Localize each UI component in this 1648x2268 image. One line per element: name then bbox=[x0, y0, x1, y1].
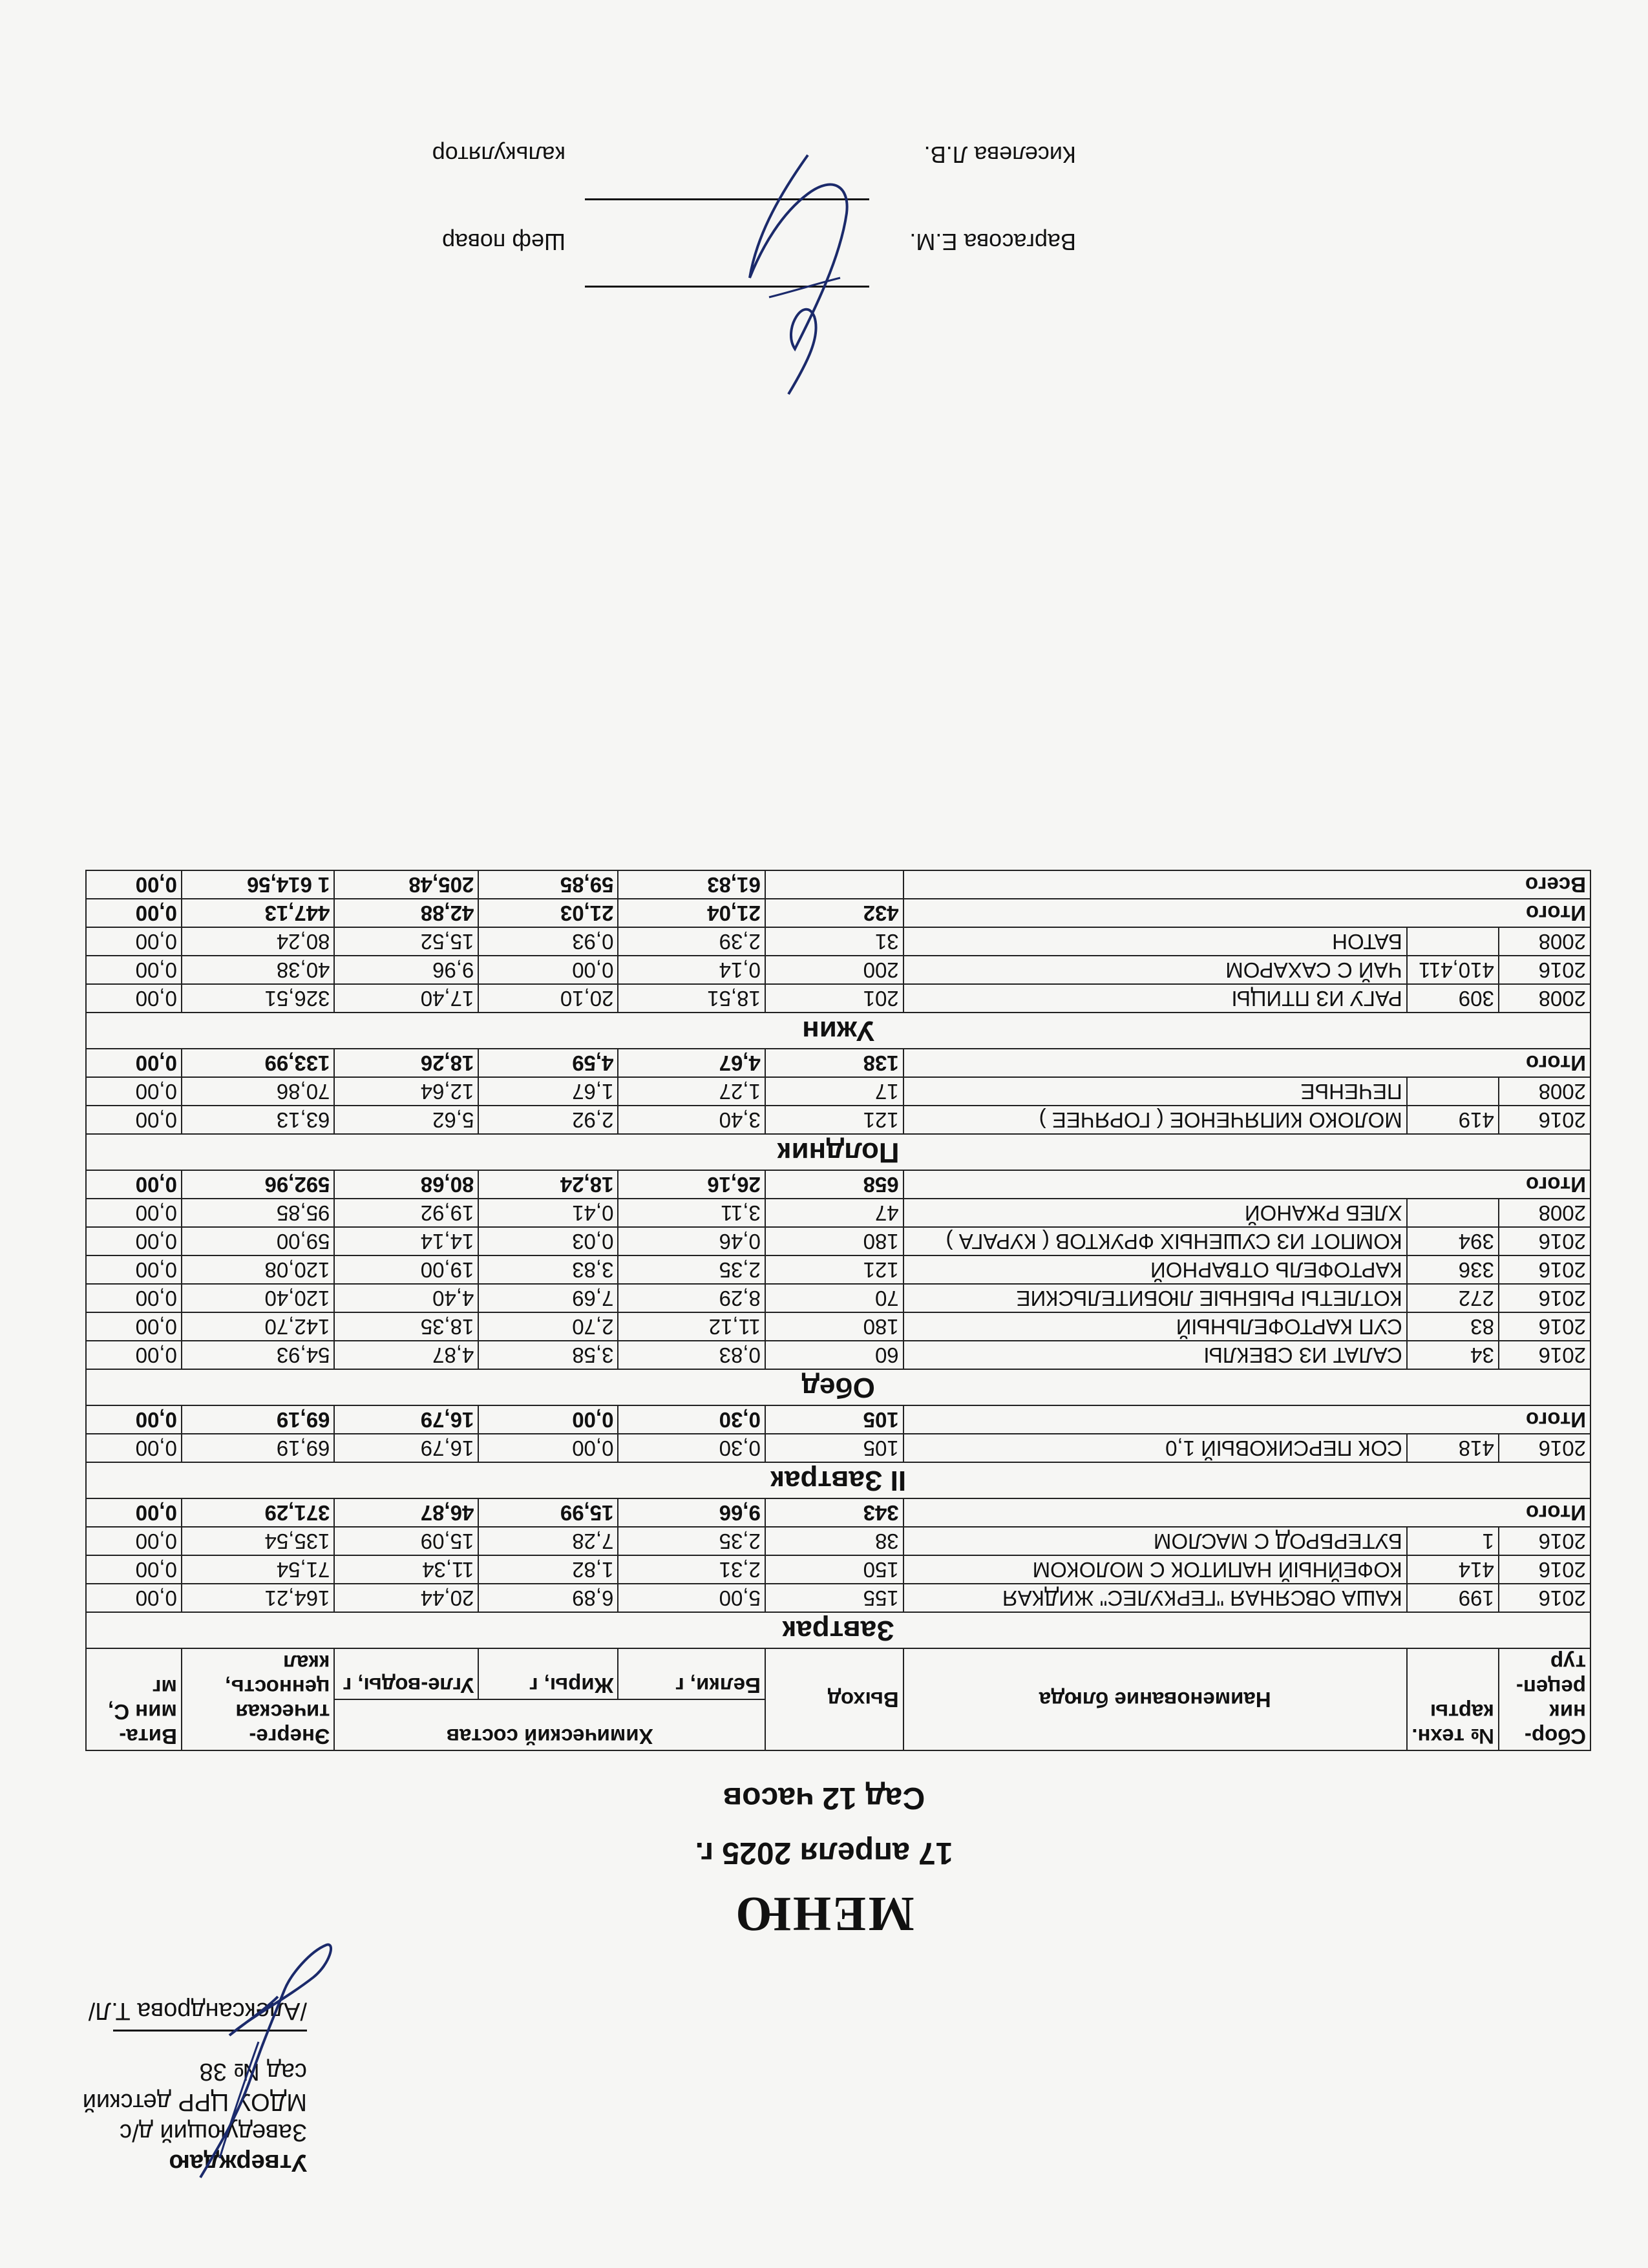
header-chemical-composition: Химический состав bbox=[334, 1699, 765, 1750]
total-energy: 592,96 bbox=[182, 1170, 335, 1199]
total-label: Итого bbox=[903, 1405, 1590, 1434]
total-vitamin: 0,00 bbox=[86, 899, 182, 927]
cell-proteins: 2,35 bbox=[618, 1255, 765, 1284]
cell-vitamin: 0,00 bbox=[86, 1312, 182, 1341]
section-total-row bbox=[86, 899, 1590, 927]
dish-row bbox=[86, 1227, 1590, 1255]
cell-vitamin: 0,00 bbox=[86, 956, 182, 984]
menu-subtitle: Сад 12 часов bbox=[723, 1781, 925, 1815]
cell-dish: ЧАЙ С САХАРОМ bbox=[903, 956, 1407, 984]
cell-collection: 2016 bbox=[1499, 1106, 1590, 1134]
cell-yield: 180 bbox=[765, 1312, 903, 1341]
header-vitamin-c: Вита-мин С, мг bbox=[86, 1648, 182, 1750]
cell-energy: 59,00 bbox=[182, 1227, 335, 1255]
total-fats: 4,59 bbox=[478, 1049, 618, 1077]
dish-row bbox=[86, 1199, 1590, 1227]
cell-dish: КОФЕЙНЫЙ НАПИТОК С МОЛОКОМ bbox=[903, 1555, 1407, 1584]
menu-body bbox=[86, 870, 1590, 1648]
cell-energy: 80,24 bbox=[182, 927, 335, 956]
cell-proteins: 11,12 bbox=[618, 1312, 765, 1341]
grand-total-vitamin: 0,00 bbox=[86, 870, 182, 899]
cell-carbs: 18,35 bbox=[334, 1312, 478, 1341]
cell-fats: 6,89 bbox=[478, 1584, 618, 1612]
total-energy: 371,29 bbox=[182, 1498, 335, 1527]
cell-energy: 142,70 bbox=[182, 1312, 335, 1341]
cell-collection: 2016 bbox=[1499, 1227, 1590, 1255]
dish-row bbox=[86, 1284, 1590, 1312]
grand-total-carbs: 205,48 bbox=[334, 870, 478, 899]
cell-collection: 2016 bbox=[1499, 1255, 1590, 1284]
dish-row bbox=[86, 956, 1590, 984]
cell-carbs: 4,87 bbox=[334, 1341, 478, 1369]
cell-vitamin: 0,00 bbox=[86, 1555, 182, 1584]
cell-yield: 155 bbox=[765, 1584, 903, 1612]
total-yield: 105 bbox=[765, 1405, 903, 1434]
signature-role: Шеф повар bbox=[442, 229, 565, 255]
cell-dish: МОЛОКО КИПЯЧЕНОЕ ( ГОРЯЧЕЕ ) bbox=[903, 1106, 1407, 1134]
total-energy: 69,19 bbox=[182, 1405, 335, 1434]
dish-row bbox=[86, 1434, 1590, 1462]
cell-energy: 326,51 bbox=[182, 984, 335, 1013]
cell-fats: 0,00 bbox=[478, 1434, 618, 1462]
grand-total-row bbox=[86, 870, 1590, 899]
cell-energy: 54,93 bbox=[182, 1341, 335, 1369]
grand-total-label: Всего bbox=[903, 870, 1590, 899]
cell-card: 199 bbox=[1407, 1584, 1499, 1612]
cell-yield: 105 bbox=[765, 1434, 903, 1462]
cell-proteins: 0,30 bbox=[618, 1434, 765, 1462]
cell-fats: 0,41 bbox=[478, 1199, 618, 1227]
approval-organization: МДОУ ЦРР детский сад № 38 bbox=[82, 2058, 307, 2116]
cell-fats: 2,92 bbox=[478, 1106, 618, 1134]
menu-table bbox=[85, 870, 1591, 1751]
cell-card: 272 bbox=[1407, 1284, 1499, 1312]
cell-card bbox=[1407, 927, 1499, 956]
approval-name: /Александрова Т.Л/ bbox=[88, 1997, 307, 2024]
cell-yield: 31 bbox=[765, 927, 903, 956]
header-carbs: Угле-воды, г bbox=[334, 1648, 478, 1699]
approval-position: Заведующий д/с bbox=[120, 2119, 307, 2146]
cell-yield: 38 bbox=[765, 1527, 903, 1555]
cell-carbs: 5,62 bbox=[334, 1106, 478, 1134]
dish-row bbox=[86, 1077, 1590, 1106]
cell-proteins: 3,40 bbox=[618, 1106, 765, 1134]
total-yield: 658 bbox=[765, 1170, 903, 1199]
cell-collection: 2008 bbox=[1499, 927, 1590, 956]
dish-row bbox=[86, 1527, 1590, 1555]
cell-proteins: 1,27 bbox=[618, 1077, 765, 1106]
cell-card: 410,411 bbox=[1407, 956, 1499, 984]
section-title: Ужин bbox=[86, 1013, 1590, 1049]
total-proteins: 9,66 bbox=[618, 1498, 765, 1527]
dish-row bbox=[86, 1255, 1590, 1284]
cell-collection: 2016 bbox=[1499, 1555, 1590, 1584]
cell-vitamin: 0,00 bbox=[86, 1527, 182, 1555]
cell-fats: 7,69 bbox=[478, 1284, 618, 1312]
cell-collection: 2016 bbox=[1499, 1312, 1590, 1341]
cell-dish: КАРТОФЕЛЬ ОТВАРНОЙ bbox=[903, 1255, 1407, 1284]
cell-collection: 2008 bbox=[1499, 1077, 1590, 1106]
section-title: Полдник bbox=[86, 1134, 1590, 1170]
menu-date: 17 апреля 2025 г. bbox=[695, 1836, 953, 1870]
total-fats: 15,99 bbox=[478, 1498, 618, 1527]
cell-energy: 40,38 bbox=[182, 956, 335, 984]
cell-fats: 20,10 bbox=[478, 984, 618, 1013]
header-row bbox=[86, 1699, 1590, 1750]
grand-total-yield bbox=[765, 870, 903, 899]
total-vitamin: 0,00 bbox=[86, 1049, 182, 1077]
cell-yield: 200 bbox=[765, 956, 903, 984]
cell-collection: 2008 bbox=[1499, 984, 1590, 1013]
total-carbs: 16,79 bbox=[334, 1405, 478, 1434]
total-fats: 21,03 bbox=[478, 899, 618, 927]
total-proteins: 0,30 bbox=[618, 1405, 765, 1434]
total-fats: 0,00 bbox=[478, 1405, 618, 1434]
total-label: Итого bbox=[903, 1049, 1590, 1077]
total-label: Итого bbox=[903, 899, 1590, 927]
cell-carbs: 9,96 bbox=[334, 956, 478, 984]
cell-carbs: 12,64 bbox=[334, 1077, 478, 1106]
signature-name: Варгасова Е.М. bbox=[909, 229, 1076, 255]
dish-row bbox=[86, 1312, 1590, 1341]
total-carbs: 80,68 bbox=[334, 1170, 478, 1199]
cell-energy: 69,19 bbox=[182, 1434, 335, 1462]
cell-fats: 0,93 bbox=[478, 927, 618, 956]
dish-row bbox=[86, 1555, 1590, 1584]
cell-proteins: 3,11 bbox=[618, 1199, 765, 1227]
grand-total-energy: 1 614,56 bbox=[182, 870, 335, 899]
total-energy: 447,13 bbox=[182, 899, 335, 927]
cell-energy: 164,21 bbox=[182, 1584, 335, 1612]
cell-carbs: 15,52 bbox=[334, 927, 478, 956]
cell-energy: 120,08 bbox=[182, 1255, 335, 1284]
cell-carbs: 20,44 bbox=[334, 1584, 478, 1612]
cell-carbs: 19,00 bbox=[334, 1255, 478, 1284]
cell-card: 394 bbox=[1407, 1227, 1499, 1255]
cell-yield: 60 bbox=[765, 1341, 903, 1369]
dish-row bbox=[86, 1584, 1590, 1612]
cell-dish: СОК ПЕРСИКОВЫЙ 1,0 bbox=[903, 1434, 1407, 1462]
section-title: II Завтрак bbox=[86, 1462, 1590, 1498]
cell-fats: 0,03 bbox=[478, 1227, 618, 1255]
section-total-row bbox=[86, 1498, 1590, 1527]
cell-energy: 71,54 bbox=[182, 1555, 335, 1584]
cell-card: 1 bbox=[1407, 1527, 1499, 1555]
total-label: Итого bbox=[903, 1498, 1590, 1527]
cell-proteins: 2,39 bbox=[618, 927, 765, 956]
total-yield: 343 bbox=[765, 1498, 903, 1527]
section-title: Завтрак bbox=[86, 1612, 1590, 1648]
cell-card: 419 bbox=[1407, 1106, 1499, 1134]
header-proteins: Белки, г bbox=[618, 1648, 765, 1699]
total-vitamin: 0,00 bbox=[86, 1498, 182, 1527]
cell-card bbox=[1407, 1199, 1499, 1227]
cell-card: 418 bbox=[1407, 1434, 1499, 1462]
total-proteins: 26,16 bbox=[618, 1170, 765, 1199]
total-yield: 432 bbox=[765, 899, 903, 927]
total-carbs: 42,88 bbox=[334, 899, 478, 927]
cell-yield: 201 bbox=[765, 984, 903, 1013]
cell-energy: 120,40 bbox=[182, 1284, 335, 1312]
cell-carbs: 16,79 bbox=[334, 1434, 478, 1462]
total-proteins: 4,67 bbox=[618, 1049, 765, 1077]
cell-energy: 63,13 bbox=[182, 1106, 335, 1134]
cell-card: 34 bbox=[1407, 1341, 1499, 1369]
header-dish-name: Наименование блюда bbox=[903, 1648, 1407, 1750]
cell-dish: БАТОН bbox=[903, 927, 1407, 956]
cell-fats: 2,70 bbox=[478, 1312, 618, 1341]
cell-dish: ХЛЕБ РЖАНОЙ bbox=[903, 1199, 1407, 1227]
cell-carbs: 11,34 bbox=[334, 1555, 478, 1584]
cell-dish: РАГУ ИЗ ПТИЦЫ bbox=[903, 984, 1407, 1013]
cell-vitamin: 0,00 bbox=[86, 1284, 182, 1312]
cell-card bbox=[1407, 1077, 1499, 1106]
cell-carbs: 19,92 bbox=[334, 1199, 478, 1227]
cell-proteins: 0,14 bbox=[618, 956, 765, 984]
cell-card: 336 bbox=[1407, 1255, 1499, 1284]
section-header-row bbox=[86, 1612, 1590, 1648]
total-carbs: 46,87 bbox=[334, 1498, 478, 1527]
cell-collection: 2016 bbox=[1499, 1341, 1590, 1369]
cell-vitamin: 0,00 bbox=[86, 1199, 182, 1227]
cell-dish: КОМПОТ ИЗ СУШЕНЫХ ФРУКТОВ ( КУРАГА ) bbox=[903, 1227, 1407, 1255]
cell-vitamin: 0,00 bbox=[86, 1584, 182, 1612]
cell-vitamin: 0,00 bbox=[86, 1077, 182, 1106]
cell-yield: 47 bbox=[765, 1199, 903, 1227]
cell-vitamin: 0,00 bbox=[86, 927, 182, 956]
cell-yield: 70 bbox=[765, 1284, 903, 1312]
cell-fats: 1,67 bbox=[478, 1077, 618, 1106]
section-total-row bbox=[86, 1405, 1590, 1434]
section-header-row bbox=[86, 1369, 1590, 1405]
approval-heading: Утверждаю bbox=[169, 2149, 307, 2176]
signature-role: калькулятор bbox=[432, 142, 565, 168]
cell-collection: 2016 bbox=[1499, 1584, 1590, 1612]
menu-title: МЕНЮ bbox=[734, 1887, 914, 1941]
cell-fats: 0,00 bbox=[478, 956, 618, 984]
total-vitamin: 0,00 bbox=[86, 1405, 182, 1434]
section-total-row bbox=[86, 1049, 1590, 1077]
cell-fats: 3,83 bbox=[478, 1255, 618, 1284]
header-yield: Выход bbox=[765, 1648, 903, 1750]
dish-row bbox=[86, 927, 1590, 956]
header-fats: Жиры, г bbox=[478, 1648, 618, 1699]
cell-yield: 121 bbox=[765, 1106, 903, 1134]
cell-yield: 180 bbox=[765, 1227, 903, 1255]
dish-row bbox=[86, 984, 1590, 1013]
cell-card: 83 bbox=[1407, 1312, 1499, 1341]
cell-fats: 3,58 bbox=[478, 1341, 618, 1369]
cell-collection: 2016 bbox=[1499, 1284, 1590, 1312]
cell-proteins: 8,29 bbox=[618, 1284, 765, 1312]
cell-proteins: 2,31 bbox=[618, 1555, 765, 1584]
dish-row bbox=[86, 1106, 1590, 1134]
cell-yield: 121 bbox=[765, 1255, 903, 1284]
cell-dish: БУТЕРБРОД С МАСЛОМ bbox=[903, 1527, 1407, 1555]
cell-energy: 70,86 bbox=[182, 1077, 335, 1106]
cell-dish: КОТЛЕТЫ РЫБНЫЕ ЛЮБИТЕЛЬСКИЕ bbox=[903, 1284, 1407, 1312]
total-label: Итого bbox=[903, 1170, 1590, 1199]
cell-proteins: 5,00 bbox=[618, 1584, 765, 1612]
cell-dish: СУП КАРТОФЕЛЬНЫЙ bbox=[903, 1312, 1407, 1341]
cell-vitamin: 0,00 bbox=[86, 1341, 182, 1369]
total-proteins: 21,04 bbox=[618, 899, 765, 927]
cell-collection: 2016 bbox=[1499, 1527, 1590, 1555]
cell-collection: 2016 bbox=[1499, 1434, 1590, 1462]
cell-vitamin: 0,00 bbox=[86, 1434, 182, 1462]
grand-total-fats: 59,85 bbox=[478, 870, 618, 899]
cell-card: 414 bbox=[1407, 1555, 1499, 1584]
cell-carbs: 4,40 bbox=[334, 1284, 478, 1312]
total-carbs: 18,26 bbox=[334, 1049, 478, 1077]
signature-name: Киселева Л.В. bbox=[924, 142, 1076, 168]
cell-vitamin: 0,00 bbox=[86, 1227, 182, 1255]
cell-card: 309 bbox=[1407, 984, 1499, 1013]
cell-carbs: 14,14 bbox=[334, 1227, 478, 1255]
cell-dish: КАША ОВСЯНАЯ "ГЕРКУЛЕС" ЖИДКАЯ bbox=[903, 1584, 1407, 1612]
dish-row bbox=[86, 1341, 1590, 1369]
cell-fats: 7,28 bbox=[478, 1527, 618, 1555]
cell-proteins: 0,83 bbox=[618, 1341, 765, 1369]
cell-proteins: 2,35 bbox=[618, 1527, 765, 1555]
section-header-row bbox=[86, 1462, 1590, 1498]
total-yield: 138 bbox=[765, 1049, 903, 1077]
grand-total-proteins: 61,83 bbox=[618, 870, 765, 899]
cell-proteins: 18,51 bbox=[618, 984, 765, 1013]
approval-signature bbox=[181, 1938, 349, 2184]
chef-signature bbox=[717, 149, 885, 407]
cell-yield: 17 bbox=[765, 1077, 903, 1106]
cell-carbs: 17,40 bbox=[334, 984, 478, 1013]
section-header-row bbox=[86, 1013, 1590, 1049]
header-energy: Энерге-тическая ценность, ккал bbox=[182, 1648, 335, 1750]
cell-vitamin: 0,00 bbox=[86, 1255, 182, 1284]
total-vitamin: 0,00 bbox=[86, 1170, 182, 1199]
cell-vitamin: 0,00 bbox=[86, 984, 182, 1013]
cell-dish: САЛАТ ИЗ СВЕКЛЫ bbox=[903, 1341, 1407, 1369]
cell-dish: ПЕЧЕНЬЕ bbox=[903, 1077, 1407, 1106]
cell-yield: 150 bbox=[765, 1555, 903, 1584]
cell-fats: 1,82 bbox=[478, 1555, 618, 1584]
section-title: Обед bbox=[86, 1369, 1590, 1405]
section-header-row bbox=[86, 1134, 1590, 1170]
cell-collection: 2008 bbox=[1499, 1199, 1590, 1227]
cell-vitamin: 0,00 bbox=[86, 1106, 182, 1134]
total-energy: 133,99 bbox=[182, 1049, 335, 1077]
cell-collection: 2016 bbox=[1499, 956, 1590, 984]
header-collection: Сбор-ник рецеп-тур bbox=[1499, 1648, 1590, 1750]
cell-energy: 135,54 bbox=[182, 1527, 335, 1555]
total-fats: 18,24 bbox=[478, 1170, 618, 1199]
cell-carbs: 15,09 bbox=[334, 1527, 478, 1555]
cell-proteins: 0,46 bbox=[618, 1227, 765, 1255]
cell-energy: 95,85 bbox=[182, 1199, 335, 1227]
section-total-row bbox=[86, 1170, 1590, 1199]
header-card-number: № техн. карты bbox=[1407, 1648, 1499, 1750]
